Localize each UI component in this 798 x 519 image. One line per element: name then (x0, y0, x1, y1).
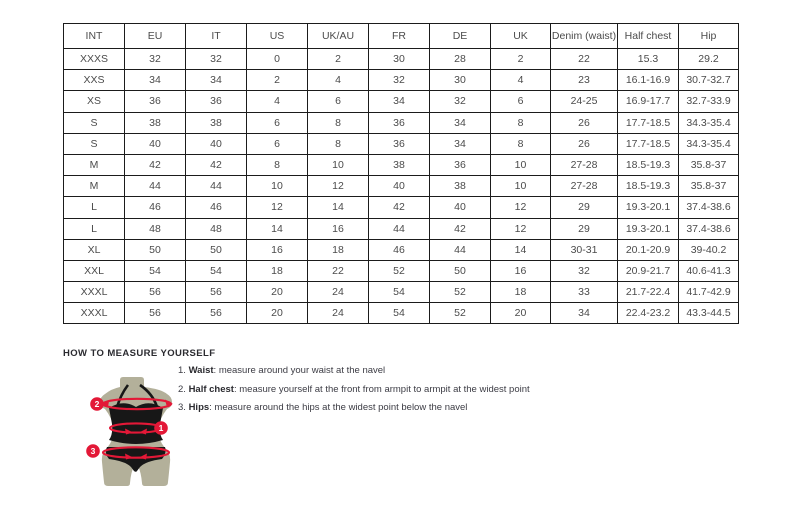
table-cell: XXXS (64, 49, 125, 70)
table-cell: 30.7-32.7 (679, 70, 739, 91)
measure-instructions (178, 366, 538, 422)
table-cell: 52 (369, 260, 430, 281)
table-cell: 40 (369, 176, 430, 197)
table-cell: 40 (430, 197, 491, 218)
table-cell: 4 (308, 70, 369, 91)
table-cell: 20 (247, 303, 308, 324)
table-cell: 6 (247, 112, 308, 133)
table-cell: 12 (491, 218, 551, 239)
table-cell: 26 (551, 112, 618, 133)
table-cell: 46 (125, 197, 186, 218)
table-cell: 34.3-35.4 (679, 112, 739, 133)
instruction-label: Half chest (188, 383, 234, 395)
table-cell: 40.6-41.3 (679, 260, 739, 281)
table-cell: 20 (491, 303, 551, 324)
table-cell: XL (64, 239, 125, 260)
table-cell: 10 (247, 176, 308, 197)
table-cell: 36 (430, 154, 491, 175)
table-cell: 8 (491, 112, 551, 133)
table-cell: 10 (491, 154, 551, 175)
table-cell: 22 (551, 49, 618, 70)
table-cell: 34 (369, 91, 430, 112)
table-cell: 18 (308, 239, 369, 260)
table-cell: 34 (186, 70, 247, 91)
table-cell: 40 (125, 133, 186, 154)
table-cell: 14 (491, 239, 551, 260)
table-cell: 56 (186, 282, 247, 303)
table-cell: M (64, 176, 125, 197)
instruction-text: : measure yourself at the front from armpit to armpit at the widest point (233, 383, 530, 395)
waist-marker-badge (154, 421, 168, 435)
table-cell: 44 (186, 176, 247, 197)
table-cell: 17.7-18.5 (618, 112, 679, 133)
table-row (64, 176, 739, 197)
waist-marker-number: 1 (158, 423, 164, 434)
column-header: UK (491, 24, 551, 49)
table-cell: 54 (369, 303, 430, 324)
measure-instruction-half-chest (178, 385, 538, 395)
table-cell: 46 (369, 239, 430, 260)
table-cell: 10 (308, 154, 369, 175)
table-cell: 44 (430, 239, 491, 260)
table-cell: 32.7-33.9 (679, 91, 739, 112)
table-cell: S (64, 133, 125, 154)
instruction-text: : measure around the hips at the widest point below the navel (209, 402, 468, 414)
column-header: US (247, 24, 308, 49)
table-cell: 8 (308, 133, 369, 154)
table-cell: 30-31 (551, 239, 618, 260)
table-cell: 20 (247, 282, 308, 303)
table-cell: 35.8-37 (679, 154, 739, 175)
table-cell: 42 (186, 154, 247, 175)
table-cell: 16 (491, 260, 551, 281)
table-cell: 23 (551, 70, 618, 91)
table-row (64, 154, 739, 175)
size-table-header-row (64, 24, 739, 49)
table-cell: 56 (186, 303, 247, 324)
table-cell: 32 (125, 49, 186, 70)
column-header: IT (186, 24, 247, 49)
table-row (64, 70, 739, 91)
table-cell: 12 (308, 176, 369, 197)
table-cell: 50 (430, 260, 491, 281)
table-cell: 34 (551, 303, 618, 324)
table-cell: 44 (125, 176, 186, 197)
table-cell: 12 (247, 197, 308, 218)
table-cell: 24 (308, 303, 369, 324)
table-cell: 24-25 (551, 91, 618, 112)
table-cell: 37.4-38.6 (679, 197, 739, 218)
instruction-label: Waist (188, 365, 214, 376)
table-cell: 18.5-19.3 (618, 154, 679, 175)
table-cell: 15.3 (618, 49, 679, 70)
table-row (64, 218, 739, 239)
table-cell: 8 (491, 133, 551, 154)
table-cell: XXXL (64, 282, 125, 303)
table-cell: 39-40.2 (679, 239, 739, 260)
instruction-number: 1. (178, 365, 189, 376)
table-cell: 6 (247, 133, 308, 154)
measure-instruction-waist (178, 366, 538, 376)
table-cell: 16.1-16.9 (618, 70, 679, 91)
column-header: Hip (679, 24, 739, 49)
table-cell: XXS (64, 70, 125, 91)
table-cell: 24 (308, 282, 369, 303)
table-cell: 17.7-18.5 (618, 133, 679, 154)
table-cell: 38 (369, 154, 430, 175)
table-cell: 46 (186, 197, 247, 218)
table-cell: 16 (308, 218, 369, 239)
table-cell: 33 (551, 282, 618, 303)
table-cell: 21.7-22.4 (618, 282, 679, 303)
size-table (63, 23, 739, 324)
column-header: EU (125, 24, 186, 49)
table-cell: 36 (369, 133, 430, 154)
instruction-number: 3. (178, 402, 189, 414)
table-cell: 2 (247, 70, 308, 91)
table-row (64, 239, 739, 260)
table-cell: 44 (369, 218, 430, 239)
table-cell: 32 (186, 49, 247, 70)
table-cell: 27-28 (551, 154, 618, 175)
instruction-text: : measure around your waist at the navel (213, 365, 386, 376)
table-cell: 18 (491, 282, 551, 303)
table-cell: 0 (247, 49, 308, 70)
table-cell: 16 (247, 239, 308, 260)
table-cell: 32 (369, 70, 430, 91)
size-chart (63, 23, 739, 324)
column-header: Half chest (618, 24, 679, 49)
table-cell: L (64, 197, 125, 218)
table-cell: 12 (491, 197, 551, 218)
table-cell: S (64, 112, 125, 133)
table-cell: 50 (186, 239, 247, 260)
column-header: INT (64, 24, 125, 49)
measurement-mannequin-illustration (83, 372, 187, 492)
table-cell: XXL (64, 260, 125, 281)
table-cell: XXXL (64, 303, 125, 324)
table-cell: 4 (247, 91, 308, 112)
table-row (64, 133, 739, 154)
table-cell: 2 (491, 49, 551, 70)
table-cell: 26 (551, 133, 618, 154)
table-cell: 18.5-19.3 (618, 176, 679, 197)
column-header: UK/AU (308, 24, 369, 49)
column-header: FR (369, 24, 430, 49)
table-cell: XS (64, 91, 125, 112)
table-cell: 36 (186, 91, 247, 112)
column-header: Denim (waist) (551, 24, 618, 49)
table-row (64, 91, 739, 112)
table-cell: 2 (308, 49, 369, 70)
table-cell: 50 (125, 239, 186, 260)
table-cell: 8 (308, 112, 369, 133)
measure-section-title: HOW TO MEASURE YOURSELF (63, 348, 216, 359)
table-cell: 56 (125, 303, 186, 324)
table-cell: 29 (551, 218, 618, 239)
table-cell: 6 (308, 91, 369, 112)
table-row (64, 197, 739, 218)
hips-marker-badge (86, 444, 100, 458)
table-cell: 10 (491, 176, 551, 197)
table-cell: 36 (369, 112, 430, 133)
table-cell: 18 (247, 260, 308, 281)
table-cell: 43.3-44.5 (679, 303, 739, 324)
table-cell: 19.3-20.1 (618, 218, 679, 239)
table-row (64, 260, 739, 281)
table-cell: 14 (308, 197, 369, 218)
table-cell: 14 (247, 218, 308, 239)
table-cell: L (64, 218, 125, 239)
table-cell: 35.8-37 (679, 176, 739, 197)
chest-marker-number: 2 (94, 399, 100, 410)
table-cell: 52 (430, 282, 491, 303)
table-cell: 52 (430, 303, 491, 324)
table-cell: 42 (125, 154, 186, 175)
table-cell: 34 (430, 133, 491, 154)
table-cell: 19.3-20.1 (618, 197, 679, 218)
table-cell: 32 (551, 260, 618, 281)
table-cell: 20.9-21.7 (618, 260, 679, 281)
measure-instruction-hips (178, 403, 538, 413)
table-cell: 29 (551, 197, 618, 218)
table-cell: 4 (491, 70, 551, 91)
table-cell: 16.9-17.7 (618, 91, 679, 112)
table-row (64, 303, 739, 324)
table-row (64, 112, 739, 133)
table-cell: 37.4-38.6 (679, 218, 739, 239)
column-header: DE (430, 24, 491, 49)
table-cell: 40 (186, 133, 247, 154)
table-cell: 6 (491, 91, 551, 112)
table-cell: 34 (125, 70, 186, 91)
table-cell: 48 (125, 218, 186, 239)
table-row (64, 49, 739, 70)
table-cell: 56 (125, 282, 186, 303)
chest-marker-badge (90, 397, 104, 411)
table-cell: 36 (125, 91, 186, 112)
hips-marker-number: 3 (90, 446, 96, 457)
table-cell: 27-28 (551, 176, 618, 197)
table-cell: 22.4-23.2 (618, 303, 679, 324)
table-cell: 42 (430, 218, 491, 239)
table-cell: 54 (369, 282, 430, 303)
table-cell: 22 (308, 260, 369, 281)
instruction-number: 2. (178, 383, 189, 395)
table-cell: 34.3-35.4 (679, 133, 739, 154)
table-cell: 42 (369, 197, 430, 218)
table-cell: 48 (186, 218, 247, 239)
table-cell: 30 (369, 49, 430, 70)
instruction-label: Hips (188, 402, 210, 414)
table-cell: 38 (430, 176, 491, 197)
table-cell: 54 (125, 260, 186, 281)
table-cell: 32 (430, 91, 491, 112)
table-row (64, 282, 739, 303)
table-cell: 20.1-20.9 (618, 239, 679, 260)
table-cell: 38 (125, 112, 186, 133)
table-cell: 54 (186, 260, 247, 281)
size-table-body (64, 49, 739, 324)
table-cell: 34 (430, 112, 491, 133)
table-cell: 41.7-42.9 (679, 282, 739, 303)
table-cell: 28 (430, 49, 491, 70)
table-cell: 29.2 (679, 49, 739, 70)
table-cell: M (64, 154, 125, 175)
table-cell: 8 (247, 154, 308, 175)
table-cell: 38 (186, 112, 247, 133)
table-cell: 30 (430, 70, 491, 91)
